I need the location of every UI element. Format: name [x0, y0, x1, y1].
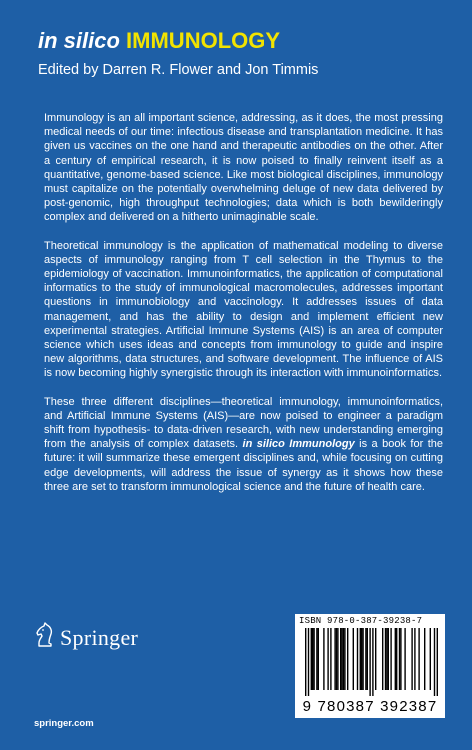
barcode-bar: [437, 628, 438, 696]
barcode-bar: [337, 628, 338, 690]
editors-line: Edited by Darren R. Flower and Jon Timmis: [38, 62, 319, 78]
barcode-bar: [385, 628, 386, 690]
barcode-bar: [343, 628, 344, 690]
barcode-bar: [404, 628, 405, 690]
blurb-book-title-emphasis: in silico Immunology: [242, 438, 355, 451]
barcode-bar: [347, 628, 348, 690]
back-cover-blurb: [44, 111, 443, 494]
barcode-bar: [411, 628, 412, 690]
barcode-bar: [360, 628, 361, 690]
barcode-bar: [316, 628, 317, 690]
barcode-bar: [424, 628, 425, 690]
barcode-bar: [305, 628, 306, 696]
barcode-bar: [396, 628, 397, 690]
barcode-bar: [311, 628, 312, 690]
blurb-paragraph-3: [44, 395, 443, 494]
barcode-bar: [365, 628, 366, 690]
barcode-bar: [388, 628, 389, 690]
barcode-bar: [313, 628, 314, 690]
blurb-paragraph-2: Theoretical immunology is the application of mathematical modeling to diverse aspects of immunology ranging from T cell selection in the Thymus to the epidemiology of vaccination. Immunoinformatics, the application of computational informatics to the study of immunological macromolecules, addresses important questions in immunobiology and vaccinology. It addresses issues of data management, and has the ability to design and implement efficient new experimental strategies. Artificial Immune Systems (AIS) is an area of computer science which uses ideas and concepts from immunology to guide and inspire new algorithms, data structures, and software development. The influence of AIS is now becoming highly synergistic through its interaction with immunoinformatics.: [44, 239, 443, 380]
barcode-bar: [318, 628, 319, 690]
barcode-digits: 9 780387 392387: [302, 698, 438, 715]
barcode-bar: [375, 628, 376, 690]
title-main-part: IMMUNOLOGY: [126, 28, 281, 53]
barcode-bar: [361, 628, 362, 690]
barcode-bar: [340, 628, 341, 690]
barcode-bar: [418, 628, 419, 690]
barcode-bar: [430, 628, 431, 690]
barcode-bar: [390, 628, 391, 690]
publisher-logo: [34, 622, 138, 653]
blurb-paragraph-3-end: is a book for the future: it will summarize these emergent disciplines and, while focusing on cutting edge developments, will address the issue of synergy as it shows how these three are set to transform immunological science and the future of health care.: [44, 438, 443, 493]
barcode-bar: [334, 628, 335, 690]
blurb-paragraph-1: Immunology is an all important science, addressing, as it does, the most pressing medical needs of our time: infectious disease and transplantation medicine. It has given us vaccines on the one hand and therapeutic antibodies on the other. After a century of empirical research, it is now poised to finally reinvent itself as a quantitative, genome-based science. Like most biological disciplines, immunology must capitalize on the potentially overwhelming deluge of new data delivered by post-genomic, high throughput technologies; data which is both bewilderingly complex and delivered on a hitherto unimaginable scale.: [44, 112, 443, 224]
barcode-bar: [353, 628, 354, 690]
knight-chess-piece-icon: [34, 622, 56, 653]
title-italic-part: in silico: [38, 28, 120, 53]
barcode-bar: [382, 628, 383, 690]
barcode-bar: [362, 628, 363, 690]
book-title: [38, 28, 280, 54]
barcode-bar: [323, 628, 324, 690]
barcode-bar: [357, 628, 358, 690]
barcode-bar: [312, 628, 313, 690]
publisher-url: springer.com: [34, 718, 94, 729]
barcode-bar: [336, 628, 337, 690]
barcode-image: [299, 628, 441, 696]
barcode-bar: [330, 628, 331, 690]
publisher-name: Springer: [60, 624, 139, 650]
barcode-bar: [399, 628, 400, 690]
barcode-bar: [414, 628, 415, 690]
barcode-bar: [344, 628, 345, 690]
barcode-panel: [295, 614, 445, 718]
barcode-bar: [308, 628, 309, 696]
barcode-bar: [367, 628, 368, 690]
barcode-bar: [327, 628, 328, 690]
barcode-bar: [341, 628, 342, 690]
barcode-bar: [400, 628, 401, 690]
barcode-bar: [395, 628, 396, 690]
barcode-bar: [369, 628, 370, 696]
barcode-bar: [372, 628, 373, 696]
blurb-paragraph-3-start: These three different disciplines—theoretical immunology, immunoinformatics, and Artificial Immune Systems (AIS)—are now poised to engineer a paradigm shift from hypothesis- to data-driven research, with new understanding emerging from the analysis of complex datasets.: [44, 395, 443, 451]
isbn-label: ISBN 978-0-387-39238-7: [299, 616, 423, 626]
barcode-bar: [386, 628, 387, 690]
barcode-bar: [434, 628, 435, 696]
